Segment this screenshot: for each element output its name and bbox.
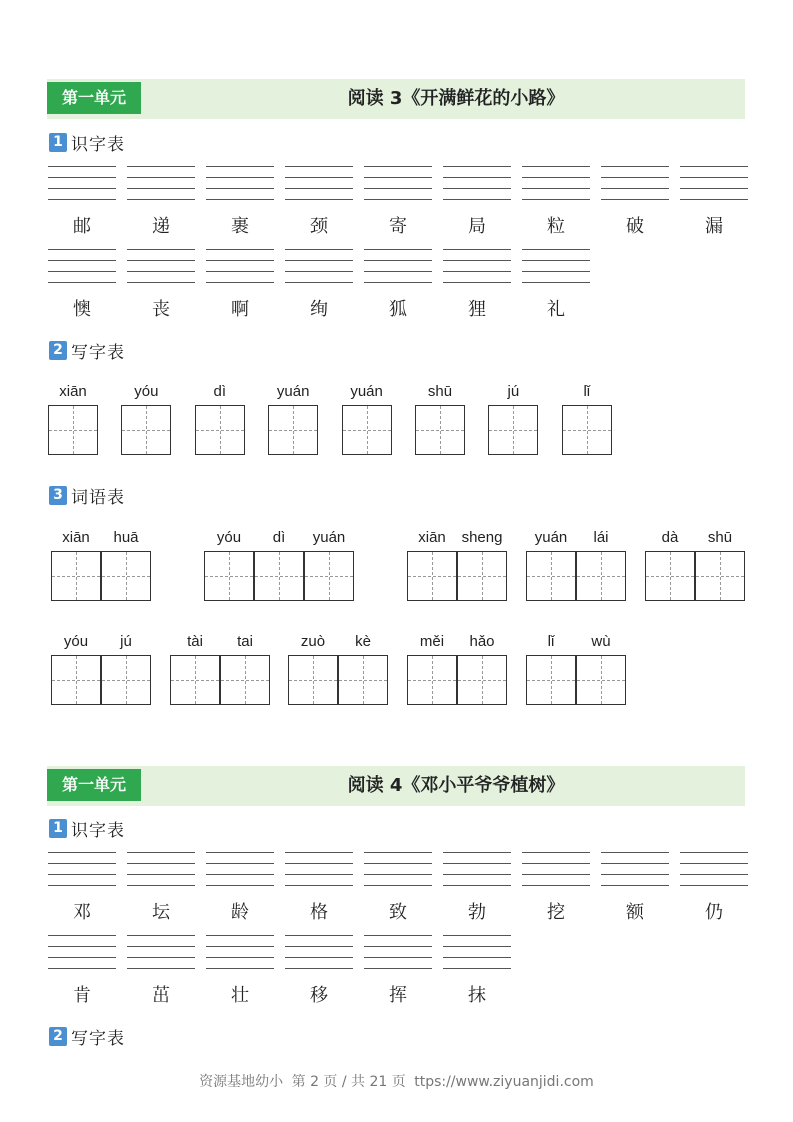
recognize-character: 龄: [231, 902, 249, 923]
pinyin-writing-lines: [680, 166, 748, 200]
pinyin-label: yuán: [534, 529, 568, 546]
recognize-character: 懊: [73, 299, 91, 320]
pinyin-writing-lines: [601, 166, 669, 200]
pinyin-label: yuán: [276, 383, 310, 400]
word-grid-box: [457, 655, 507, 705]
pinyin-writing-lines: [285, 166, 353, 200]
section-title: 写字表: [71, 342, 125, 363]
pinyin-writing-lines: [206, 249, 274, 283]
recognize-character: 寄: [389, 216, 407, 237]
section-title: 写字表: [71, 1028, 125, 1049]
word-grid-box: [576, 655, 626, 705]
recognize-character: 破: [626, 216, 644, 237]
recognize-character: 勃: [468, 902, 486, 923]
word-grid-box: [526, 655, 576, 705]
recognize-character: 抹: [468, 985, 486, 1006]
word-grid-box: [101, 551, 151, 601]
recognize-character: 粒: [547, 216, 565, 237]
tian-grid-box: [195, 405, 245, 455]
pinyin-writing-lines: [285, 852, 353, 886]
recognize-character: 仍: [705, 902, 723, 923]
recognize-character: 邮: [73, 216, 91, 237]
pinyin-label: shū: [427, 383, 453, 400]
word-grid-box: [220, 655, 270, 705]
recognize-character: 绚: [310, 299, 328, 320]
recognize-character: 茁: [152, 985, 170, 1006]
recognize-character: 递: [152, 216, 170, 237]
tian-grid-box: [488, 405, 538, 455]
word-grid-box: [407, 551, 457, 601]
recognize-character: 格: [310, 902, 328, 923]
pinyin-label: yuán: [350, 383, 383, 400]
pinyin-label: tài: [187, 633, 203, 650]
page-footer: [0, 1071, 793, 1091]
pinyin-label: huā: [113, 529, 139, 546]
recognize-character: 丧: [152, 299, 170, 320]
recognize-character: 挖: [547, 902, 565, 923]
pinyin-writing-lines: [522, 852, 590, 886]
pinyin-label: lǐ: [583, 383, 591, 400]
word-grid-box: [407, 655, 457, 705]
word-grid-box: [288, 655, 338, 705]
pinyin-label: dì: [272, 529, 286, 546]
pinyin-writing-lines: [127, 249, 195, 283]
recognize-character: 啊: [231, 299, 249, 320]
lesson4-banner: [47, 766, 745, 806]
pinyin-writing-lines: [443, 249, 511, 283]
recognize-character: 颈: [310, 216, 328, 237]
recognize-character: 漏: [705, 216, 723, 237]
section-title: 识字表: [71, 820, 125, 841]
lesson-title: 阅读 3《开满鲜花的小路》: [347, 88, 565, 109]
recognize-character: 肯: [73, 985, 91, 1006]
pinyin-label: yóu: [216, 529, 242, 546]
pinyin-writing-lines: [443, 852, 511, 886]
section-number-badge: 3: [49, 486, 67, 505]
section-number-badge: 2: [49, 341, 67, 360]
pinyin-writing-lines: [364, 852, 432, 886]
pinyin-label: dà: [661, 529, 679, 546]
section-title: 识字表: [71, 134, 125, 155]
word-grid-box: [645, 551, 695, 601]
recognize-character: 局: [468, 216, 486, 237]
pinyin-label: lái: [593, 529, 609, 546]
pinyin-writing-lines: [48, 935, 116, 969]
word-grid-box: [576, 551, 626, 601]
section-recognize-header: [49, 131, 125, 153]
pinyin-label: měi: [419, 633, 445, 650]
recognize-character: 狸: [468, 299, 486, 320]
recognize-character: 狐: [389, 299, 407, 320]
recognize-character: 裹: [231, 216, 249, 237]
word-grid-box: [304, 551, 354, 601]
pinyin-writing-lines: [285, 249, 353, 283]
section-title: 词语表: [71, 487, 125, 508]
section-recognize-header: [49, 817, 125, 839]
pinyin-writing-lines: [127, 935, 195, 969]
pinyin-label: zuò: [300, 633, 326, 650]
unit-tag: 第一单元: [47, 82, 141, 114]
section-number-badge: 1: [49, 133, 67, 152]
recognize-character: 坛: [152, 902, 170, 923]
pinyin-writing-lines: [364, 166, 432, 200]
pinyin-writing-lines: [364, 935, 432, 969]
footer-page-info: 第 2 页 / 共 21 页: [291, 1074, 406, 1090]
pinyin-label: sheng: [461, 529, 503, 546]
section-write-header: [49, 339, 125, 361]
pinyin-writing-lines: [127, 166, 195, 200]
pinyin-label: wù: [591, 633, 611, 650]
pinyin-label: yuán: [312, 529, 346, 546]
pinyin-writing-lines: [522, 249, 590, 283]
pinyin-label: hǎo: [469, 633, 495, 650]
pinyin-label: jú: [507, 383, 520, 400]
pinyin-label: tai: [237, 633, 253, 650]
pinyin-writing-lines: [443, 935, 511, 969]
recognize-character: 挥: [389, 985, 407, 1006]
recognize-character: 礼: [547, 299, 565, 320]
tian-grid-box: [562, 405, 612, 455]
footer-url: ttps://www.ziyuanjidi.com: [414, 1074, 594, 1090]
lesson3-banner: [47, 79, 745, 119]
pinyin-label: lǐ: [547, 633, 555, 650]
section-number-badge: 2: [49, 1027, 67, 1046]
section-write-header: [49, 1025, 125, 1047]
recognize-character: 邓: [73, 902, 91, 923]
recognize-character: 移: [310, 985, 328, 1006]
pinyin-writing-lines: [364, 249, 432, 283]
word-grid-box: [457, 551, 507, 601]
word-grid-box: [204, 551, 254, 601]
pinyin-writing-lines: [48, 249, 116, 283]
section-words-header: [49, 484, 125, 506]
word-grid-box: [51, 551, 101, 601]
pinyin-writing-lines: [522, 166, 590, 200]
unit-tag: 第一单元: [47, 769, 141, 801]
pinyin-label: kè: [355, 633, 371, 650]
tian-grid-box: [415, 405, 465, 455]
recognize-character: 致: [389, 902, 407, 923]
word-grid-box: [101, 655, 151, 705]
lesson-title: 阅读 4《邓小平爷爷植树》: [347, 775, 565, 796]
pinyin-label: xiān: [418, 529, 446, 546]
tian-grid-box: [48, 405, 98, 455]
pinyin-writing-lines: [206, 852, 274, 886]
footer-site: 资源基地幼小: [199, 1074, 284, 1090]
pinyin-writing-lines: [127, 852, 195, 886]
pinyin-writing-lines: [680, 852, 748, 886]
section-number-badge: 1: [49, 819, 67, 838]
pinyin-label: yóu: [134, 383, 159, 400]
pinyin-writing-lines: [206, 166, 274, 200]
word-grid-box: [51, 655, 101, 705]
pinyin-label: shū: [707, 529, 733, 546]
recognize-character: 额: [626, 902, 644, 923]
pinyin-writing-lines: [285, 935, 353, 969]
pinyin-writing-lines: [601, 852, 669, 886]
recognize-character: 壮: [231, 985, 249, 1006]
pinyin-label: jú: [120, 633, 132, 650]
tian-grid-box: [121, 405, 171, 455]
pinyin-label: xiān: [59, 383, 87, 400]
pinyin-label: xiān: [62, 529, 90, 546]
word-grid-box: [254, 551, 304, 601]
pinyin-writing-lines: [48, 852, 116, 886]
pinyin-writing-lines: [48, 166, 116, 200]
pinyin-label: yóu: [63, 633, 89, 650]
word-grid-box: [170, 655, 220, 705]
tian-grid-box: [342, 405, 392, 455]
pinyin-writing-lines: [443, 166, 511, 200]
word-grid-box: [695, 551, 745, 601]
pinyin-label: dì: [213, 383, 227, 400]
tian-grid-box: [268, 405, 318, 455]
word-grid-box: [526, 551, 576, 601]
pinyin-writing-lines: [206, 935, 274, 969]
word-grid-box: [338, 655, 388, 705]
